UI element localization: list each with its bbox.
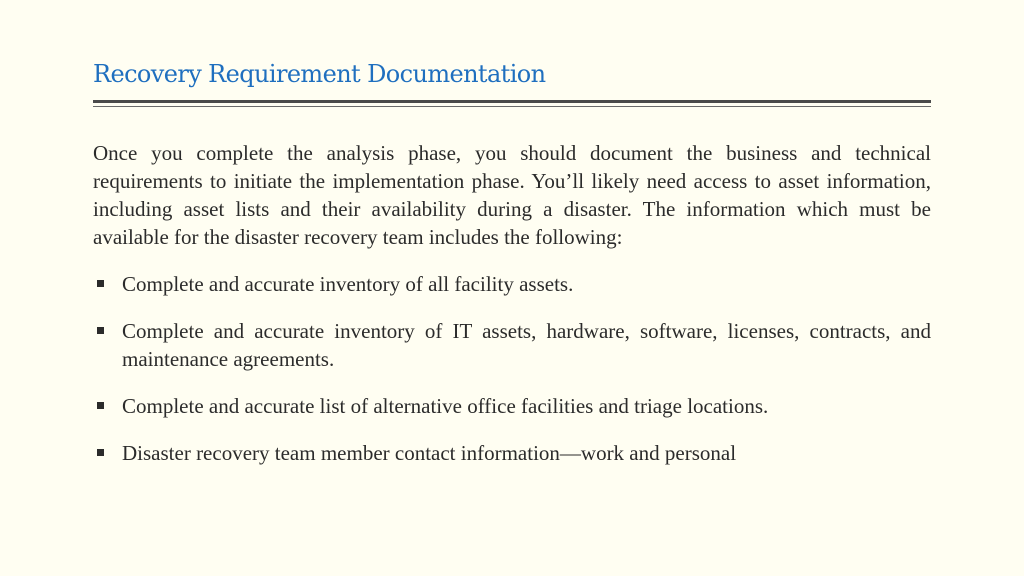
bullet-text: Complete and accurate inventory of all facility assets. <box>122 272 574 296</box>
title-divider-thin <box>93 106 931 107</box>
bullet-list <box>93 270 931 467</box>
square-bullet-icon <box>97 449 104 456</box>
intro-paragraph: Once you complete the analysis phase, you should document the business and technical requirements to initiate the implementation phase. You’ll likely need access to asset information, including asset lists and their availability during a disaster. The information which must be available for the disaster recovery team includes the following: <box>93 141 931 249</box>
list-item <box>93 317 931 373</box>
list-item <box>93 392 931 420</box>
list-item <box>93 439 931 467</box>
bullet-text: Complete and accurate inventory of IT assets, hardware, software, licenses, contracts, and maintenance agreements. <box>122 319 931 371</box>
square-bullet-icon <box>97 402 104 409</box>
title-divider-thick <box>93 100 931 103</box>
bullet-text: Complete and accurate list of alternative office facilities and triage locations. <box>122 394 769 418</box>
bullet-text: Disaster recovery team member contact information—work and personal <box>122 441 737 465</box>
square-bullet-icon <box>97 280 104 287</box>
slide-body <box>93 139 931 486</box>
square-bullet-icon <box>97 327 104 334</box>
slide-title: Recovery Requirement Documentation <box>93 60 546 88</box>
list-item <box>93 270 931 298</box>
